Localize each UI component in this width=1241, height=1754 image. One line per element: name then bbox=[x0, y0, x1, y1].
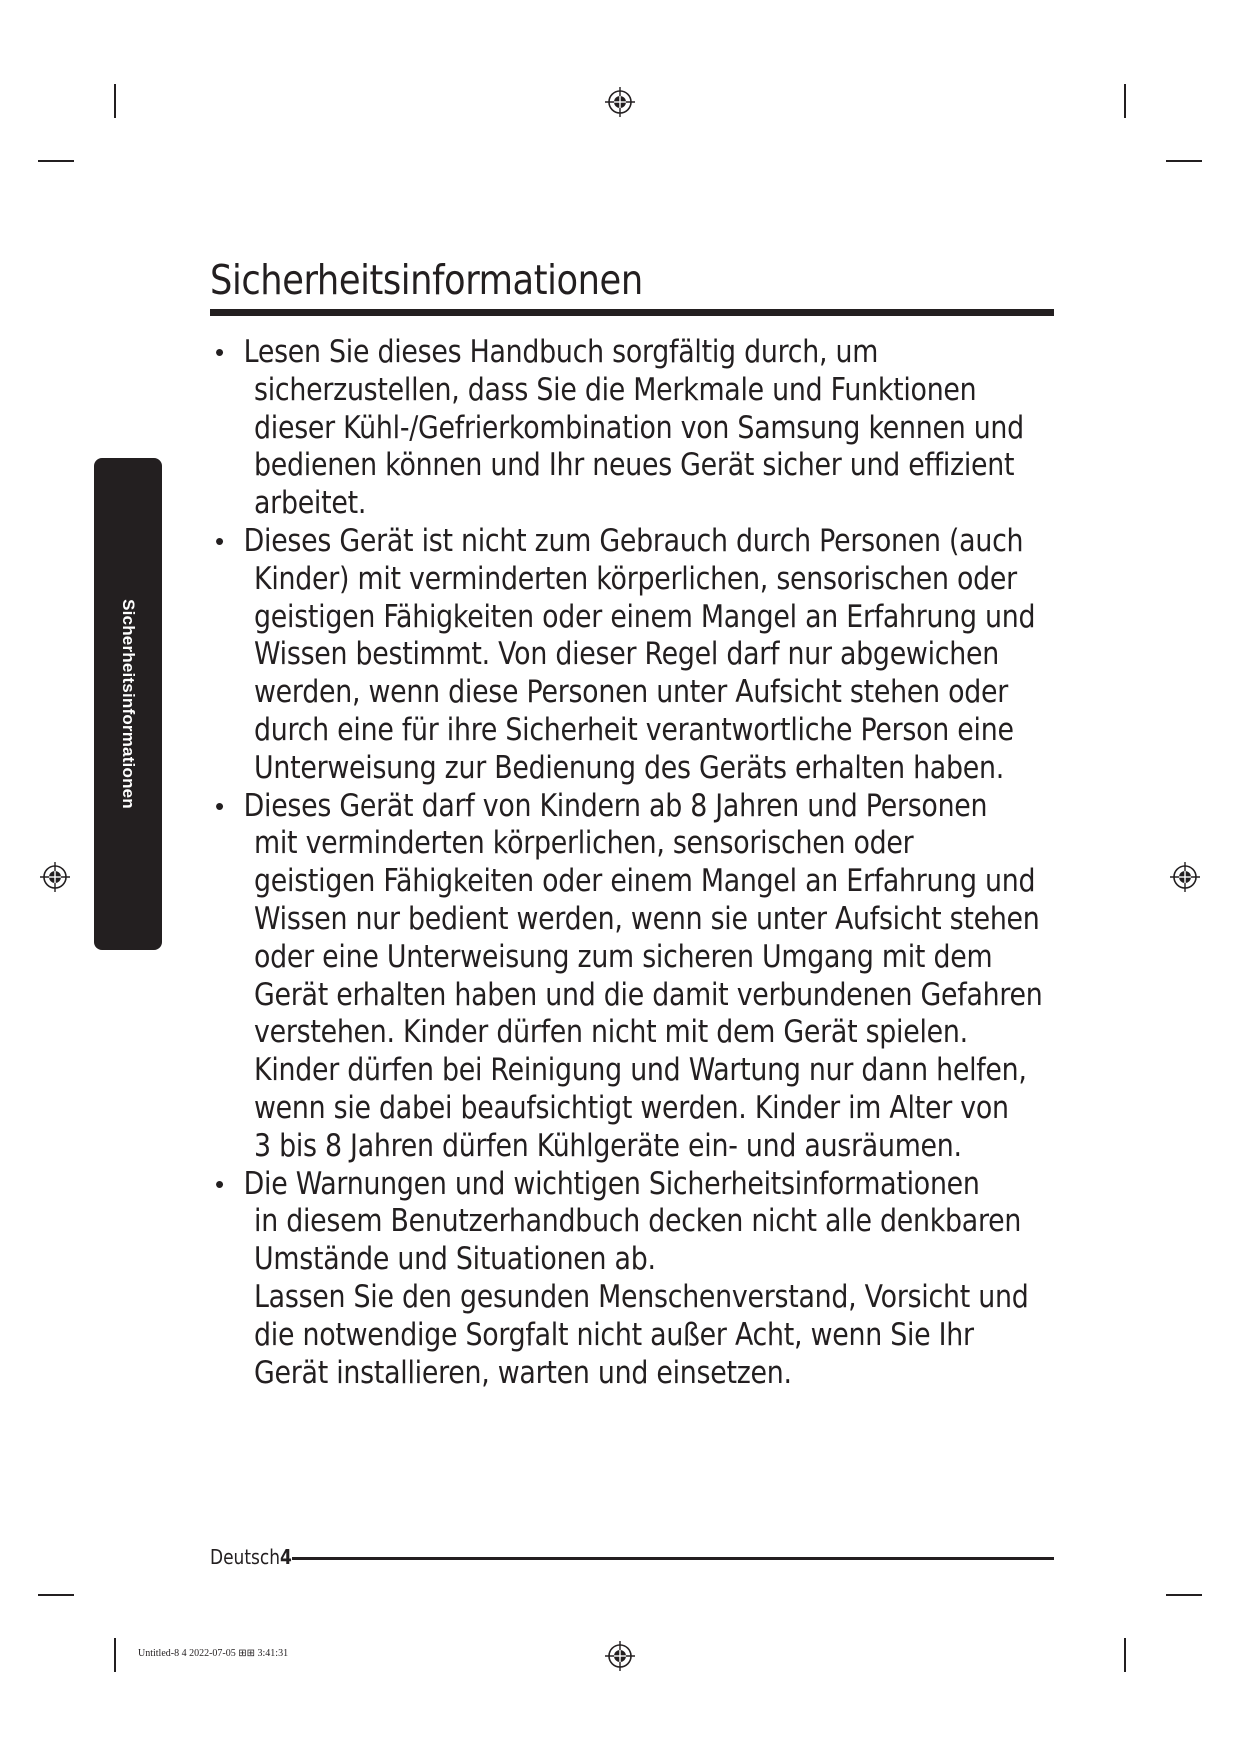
crop-mark-bottom-left-horizontal bbox=[38, 1594, 74, 1596]
crop-mark-bottom-left-vertical bbox=[114, 1638, 116, 1672]
page-footer bbox=[210, 1545, 1054, 1569]
bullet-text-line: durch eine für ihre Sicherheit verantwortliche Person eine bbox=[254, 711, 1014, 748]
bullet-text-line: Umstände und Situationen ab. bbox=[254, 1241, 656, 1278]
bullet-text-line: sicherzustellen, dass Sie die Merkmale und Funktionen bbox=[254, 371, 977, 408]
bullet-text-line: Gerät erhalten haben und die damit verbundenen Gefahren bbox=[254, 976, 1043, 1013]
crop-mark-top-right-vertical bbox=[1124, 84, 1126, 118]
bullet-text-line: Kinder) mit verminderten körperlichen, sensorischen oder bbox=[254, 560, 1017, 597]
side-tab bbox=[94, 458, 162, 950]
bullet-text-line: wenn sie dabei beaufsichtigt werden. Kinder im Alter von bbox=[254, 1089, 1009, 1126]
bullet-text-line: die notwendige Sorgfalt nicht außer Acht, wenn Sie Ihr bbox=[254, 1316, 974, 1353]
registration-mark-icon bbox=[605, 87, 635, 117]
page-number: 4 bbox=[279, 1545, 292, 1569]
side-tab-label: Sicherheitsinformationen bbox=[119, 599, 138, 809]
bullet-text-line: Wissen nur bedient werden, wenn sie unter Aufsicht stehen bbox=[254, 900, 1040, 937]
bullet-text-line: Die Warnungen und wichtigen Sicherheitsinformationen bbox=[243, 1165, 980, 1202]
bullet-text-line: Lassen Sie den gesunden Menschenverstand, Vorsicht und bbox=[254, 1278, 1029, 1315]
bullet-text-line: dieser Kühl-/Gefrierkombination von Samsung kennen und bbox=[254, 409, 1024, 446]
bullet-text-line: Lesen Sie dieses Handbuch sorgfältig durch, um bbox=[243, 334, 879, 370]
bullet-text-line: arbeitet. bbox=[254, 485, 367, 522]
print-imprint: Untitled-8 4 2022-07-05 ⊞⊞ 3:41:31 bbox=[138, 1648, 289, 1659]
bullet-text-line: Dieses Gerät darf von Kindern ab 8 Jahren und Personen bbox=[243, 787, 988, 824]
bullet-dot-icon: • bbox=[215, 1168, 225, 1199]
list-item bbox=[210, 788, 1110, 1166]
registration-mark-icon bbox=[40, 862, 70, 892]
bullet-dot-icon: • bbox=[215, 525, 225, 556]
registration-mark-icon bbox=[605, 1641, 635, 1671]
bullet-dot-icon: • bbox=[215, 337, 225, 367]
bullet-text-line: bedienen können und Ihr neues Gerät sicher und effizient bbox=[254, 447, 1015, 484]
crop-mark-bottom-right-vertical bbox=[1124, 1638, 1126, 1672]
crop-mark-top-left-horizontal bbox=[38, 160, 74, 162]
crop-mark-top-left-vertical bbox=[114, 84, 116, 118]
bullet-text-line: Dieses Gerät ist nicht zum Gebrauch durch Personen (auch bbox=[243, 522, 1024, 559]
title-rule bbox=[210, 309, 1054, 316]
crop-mark-bottom-right-horizontal bbox=[1166, 1594, 1202, 1596]
bullet-text-line: oder eine Unterweisung zum sicheren Umgang mit dem bbox=[254, 938, 993, 975]
bullet-text-line: Wissen bestimmt. Von dieser Regel darf nur abgewichen bbox=[254, 636, 999, 673]
list-item bbox=[210, 523, 1110, 788]
bullet-text-line: werden, wenn diese Personen unter Aufsicht stehen oder bbox=[254, 674, 1009, 711]
bullet-text-line: mit verminderten körperlichen, sensorischen oder bbox=[254, 825, 914, 862]
bullet-list bbox=[210, 334, 1110, 1392]
bullet-text-line: geistigen Fähigkeiten oder einem Mangel an Erfahrung und bbox=[254, 863, 1036, 900]
bullet-text-line: Kinder dürfen bei Reinigung und Wartung nur dann helfen, bbox=[254, 1052, 1027, 1089]
footer-language: Deutsch bbox=[210, 1545, 280, 1569]
registration-mark-icon bbox=[1170, 862, 1200, 892]
bullet-text-line: in diesem Benutzerhandbuch decken nicht alle denkbaren bbox=[254, 1203, 1022, 1240]
list-item bbox=[210, 1166, 1110, 1393]
bullet-text-line: geistigen Fähigkeiten oder einem Mangel an Erfahrung und bbox=[254, 598, 1036, 635]
footer-label bbox=[210, 1545, 292, 1569]
bullet-text-line: verstehen. Kinder dürfen nicht mit dem Gerät spielen. bbox=[254, 1014, 968, 1051]
bullet-dot-icon: • bbox=[215, 790, 225, 821]
bullet-text-line: Unterweisung zur Bedienung des Geräts erhalten haben. bbox=[254, 749, 1004, 786]
list-item bbox=[210, 334, 1110, 523]
bullet-text-line: 3 bis 8 Jahren dürfen Kühlgeräte ein- und ausräumen. bbox=[254, 1127, 962, 1164]
page-title: Sicherheitsinformationen bbox=[210, 256, 643, 304]
bullet-text-line: Gerät installieren, warten und einsetzen. bbox=[254, 1354, 792, 1391]
crop-mark-top-right-horizontal bbox=[1166, 160, 1202, 162]
footer-rule bbox=[292, 1557, 1054, 1560]
